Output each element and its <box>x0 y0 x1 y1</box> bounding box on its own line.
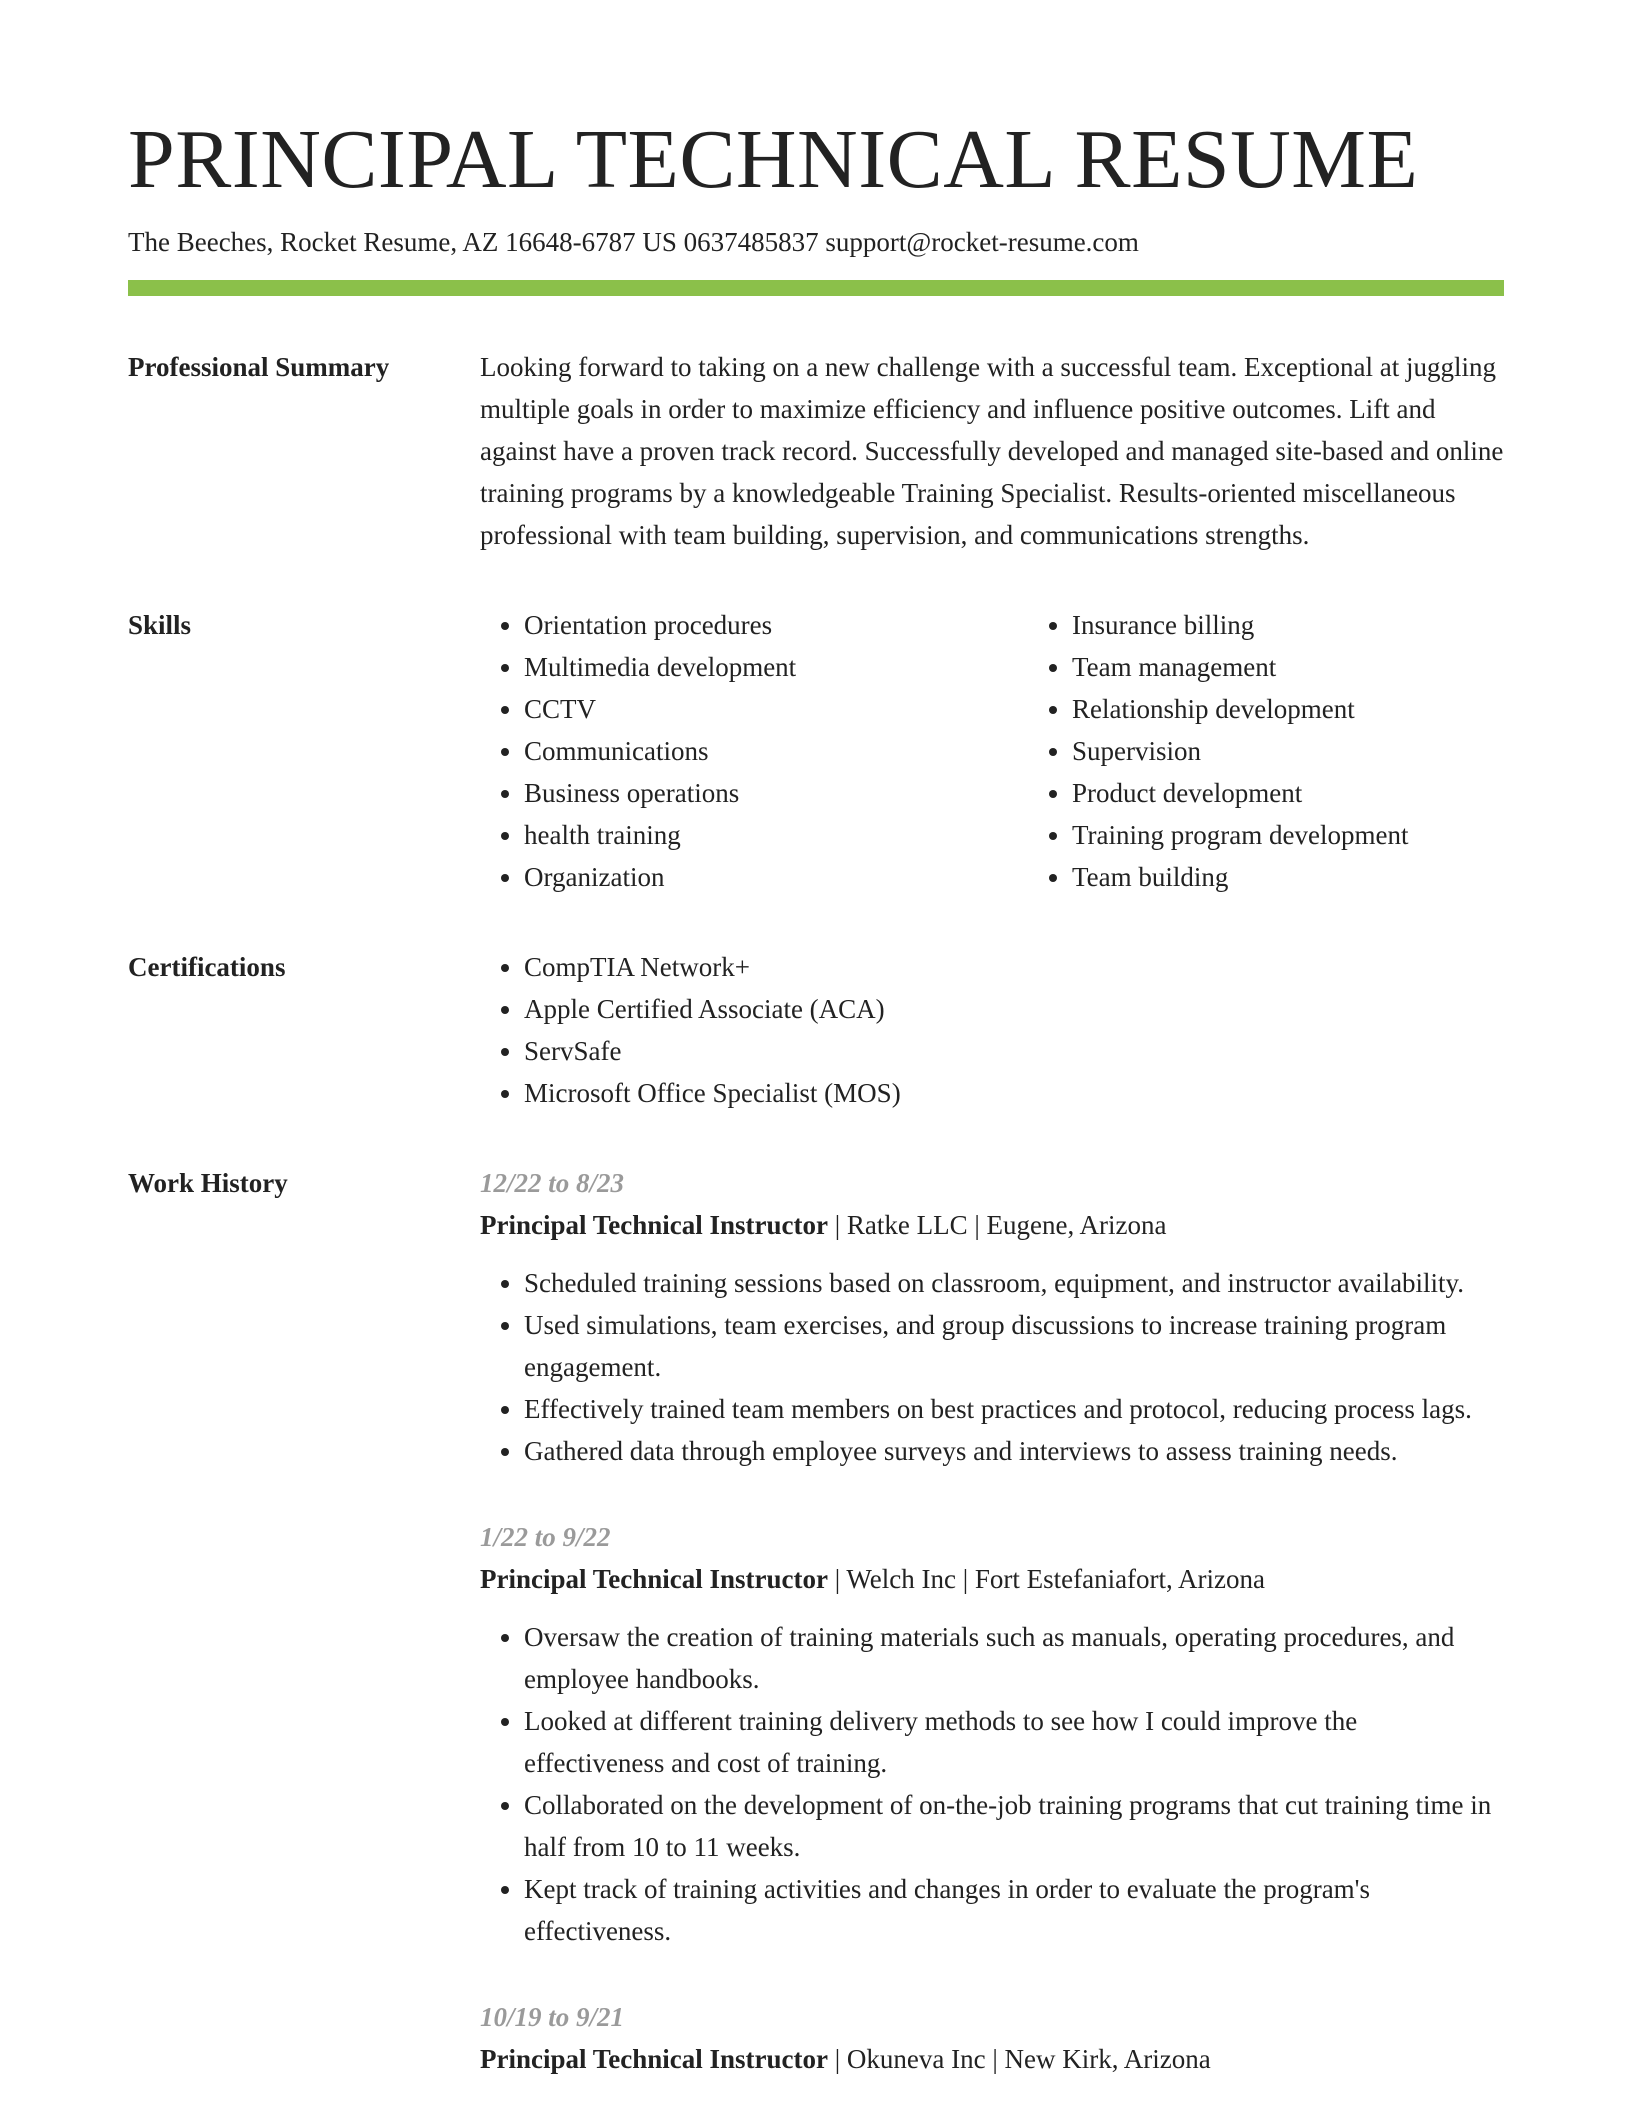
job-bullet: • Scheduled training sessions based on classroom, equipment, and instructor availability. <box>524 1262 1504 1304</box>
skill-item: • Multimedia development <box>524 646 1028 688</box>
job-employer-location: | Welch Inc | Fort Estefaniafort, Arizona <box>828 1564 1266 1594</box>
skills-section <box>128 604 1504 898</box>
job-bullet: • Looked at different training delivery methods to see how I could improve the effectiveness and cost of training. <box>524 1700 1504 1784</box>
job-title: Principal Technical Instructor <box>480 1210 829 1240</box>
job-entry <box>480 1516 1504 1952</box>
job-title: Principal Technical Instructor <box>480 1564 829 1594</box>
certification-item: • CompTIA Network+ <box>524 946 1504 988</box>
skill-item: • Insurance billing <box>1072 604 1576 646</box>
certification-item: • ServSafe <box>524 1030 1504 1072</box>
skill-item: • Business operations <box>524 772 1028 814</box>
summary-text: Looking forward to taking on a new challenge with a successful team. Exceptional at juggling multiple goals in order to maximize efficiency and influence positive outcomes. Lift and against have a proven track record. Successfully developed and managed site-based and online training programs by a knowledgeable Training Specialist. Results-oriented miscellaneous professional with team building, supervision, and communications strengths. <box>480 352 1504 550</box>
job-entry <box>480 1996 1504 2080</box>
skill-item: • Orientation procedures <box>524 604 1028 646</box>
skill-item: • Training program development <box>1072 814 1576 856</box>
job-dates: 12/22 to 8/23 <box>480 1168 625 1198</box>
job-dates: 1/22 to 9/22 <box>480 1522 611 1552</box>
work-history-label: Work History <box>128 1168 288 1198</box>
job-entry <box>480 1162 1504 1472</box>
job-heading <box>480 1204 1504 1246</box>
resume-title: PRINCIPAL TECHNICAL RESUME <box>128 113 1419 206</box>
skill-item: • health training <box>524 814 1028 856</box>
skill-item: • Supervision <box>1072 730 1576 772</box>
accent-divider <box>128 280 1504 296</box>
skill-item: • Relationship development <box>1072 688 1576 730</box>
skills-label: Skills <box>128 610 192 640</box>
job-bullet: • Kept track of training activities and changes in order to evaluate the program's effectiveness. <box>524 1868 1504 1952</box>
job-bullet: • Effectively trained team members on best practices and protocol, reducing process lags. <box>524 1388 1504 1430</box>
certification-item: • Microsoft Office Specialist (MOS) <box>524 1072 1504 1114</box>
job-bullet: • Gathered data through employee surveys and interviews to assess training needs. <box>524 1430 1504 1472</box>
job-heading <box>480 1558 1504 1600</box>
job-bullets <box>480 1616 1504 1952</box>
skill-item: • Communications <box>524 730 1028 772</box>
resume-page <box>128 110 1504 2124</box>
certification-item: • Apple Certified Associate (ACA) <box>524 988 1504 1030</box>
skills-list-col1 <box>480 604 1028 898</box>
contact-line: The Beeches, Rocket Resume, AZ 16648-6787 US 0637485837 support@rocket-resume.com <box>128 227 1139 257</box>
job-employer-location: | Ratke LLC | Eugene, Arizona <box>828 1210 1167 1240</box>
skill-item: • Product development <box>1072 772 1576 814</box>
skill-item: • Organization <box>524 856 1028 898</box>
skill-item: • Team building <box>1072 856 1576 898</box>
job-bullet: • Oversaw the creation of training materials such as manuals, operating procedures, and employee handbooks. <box>524 1616 1504 1700</box>
job-dates: 10/19 to 9/21 <box>480 2002 625 2032</box>
job-title: Principal Technical Instructor <box>480 2044 829 2074</box>
certifications-section <box>128 946 1504 1114</box>
certifications-label: Certifications <box>128 952 286 982</box>
job-employer-location: | Okuneva Inc | New Kirk, Arizona <box>828 2044 1211 2074</box>
job-bullet: • Collaborated on the development of on-the-job training programs that cut training time in half from 10 to 11 weeks. <box>524 1784 1504 1868</box>
job-heading <box>480 2038 1504 2080</box>
summary-section <box>128 346 1504 556</box>
skill-item: • Team management <box>1072 646 1576 688</box>
work-history-section <box>128 1162 1504 2124</box>
skills-list-col2 <box>1028 604 1576 898</box>
job-bullets <box>480 1262 1504 1472</box>
skill-item: • CCTV <box>524 688 1028 730</box>
certifications-list <box>480 946 1504 1114</box>
summary-label: Professional Summary <box>128 352 390 382</box>
job-bullet: • Used simulations, team exercises, and group discussions to increase training program engagement. <box>524 1304 1504 1388</box>
